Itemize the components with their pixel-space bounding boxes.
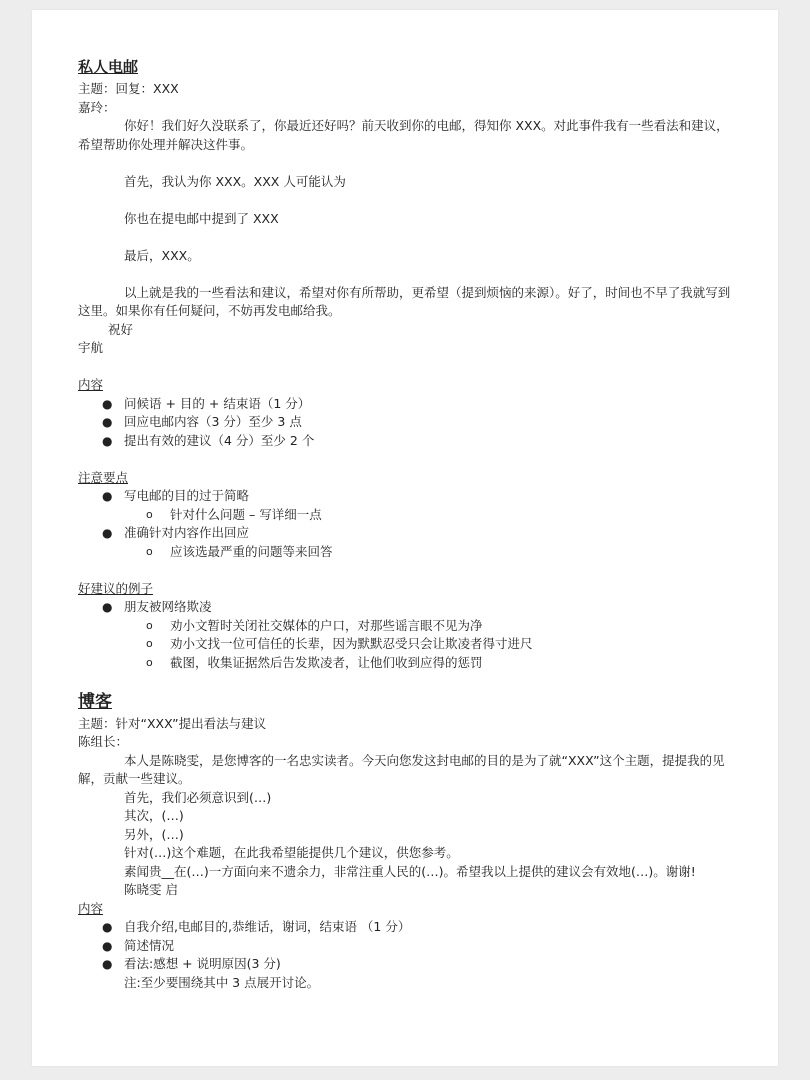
sub-list-item: o 针对什么问题 – 写详细一点	[78, 506, 738, 525]
notes-sublist	[78, 506, 738, 525]
content-heading: 内容	[78, 377, 104, 392]
blog-line-3: 另外，(…)	[124, 826, 184, 842]
blog-note: 注:至少要围绕其中 3 点展开讨论。	[124, 974, 320, 990]
notes-list	[78, 524, 738, 543]
blog-line-2: 其次，(…)	[124, 808, 184, 823]
examples-list	[78, 598, 738, 617]
circle-bullet-icon: o	[146, 618, 153, 632]
list-item: ● 朋友被网络欺凌	[78, 598, 738, 617]
list-item: ● 写电邮的目的过于简略	[78, 487, 738, 506]
document-content	[78, 56, 738, 992]
email-signature: 宇航	[78, 340, 104, 355]
blog-title: 博客	[78, 691, 112, 712]
blog-line-4: 针对(…)这个难题，在此我希望能提供几个建议，供您参考。	[124, 845, 459, 860]
email-paragraph-4: 最后，XXX。	[124, 247, 200, 263]
blog-signature: 陈晓雯 启	[124, 882, 178, 897]
document-page	[32, 10, 778, 1066]
email-paragraph-5: 以上就是我的一些看法和建议，希望对你有所帮助，更希望（提到烦恼的来源）。好了，时间也不早了我就写到这里。如果你有任何疑问，不妨再发电邮给我。	[78, 284, 731, 318]
blog-paragraph-2: 素闻贵__在(…)一方面向来不遗余力，非常注重人民的(…)。希望我以上提供的建议会有效地(…)。谢谢!	[124, 863, 696, 879]
circle-bullet-icon: o	[146, 655, 153, 669]
circle-bullet-icon: o	[146, 507, 153, 521]
email-paragraph-3: 你也在提电邮中提到了 XXX	[124, 210, 279, 226]
bullet-icon: ●	[102, 415, 113, 429]
email-paragraph-2: 首先，我认为你 XXX。XXX 人可能认为	[124, 173, 346, 189]
list-item: ● 看法:感想 + 说明原因(3 分)	[78, 955, 738, 974]
sub-list-item: o 劝小文暂时关闭社交媒体的户口，对那些谣言眼不见为净	[78, 617, 738, 636]
list-item: ● 准确针对内容作出回应	[78, 524, 738, 543]
email-subject: 主题：回复：XXX	[78, 81, 179, 96]
bullet-icon: ●	[102, 938, 113, 953]
blog-content-list	[78, 918, 738, 974]
bullet-icon: ●	[102, 957, 113, 971]
notes-heading: 注意要点	[78, 469, 129, 485]
bullet-icon: ●	[102, 489, 113, 503]
list-item: ● 简述情况	[78, 937, 738, 956]
bullet-icon: ●	[102, 920, 113, 934]
notes-sublist	[78, 543, 738, 562]
bullet-icon: ●	[102, 396, 113, 411]
list-item: ● 自我介绍,电邮目的,恭维话，谢词，结束语 （1 分）	[78, 918, 738, 937]
blog-line-1: 首先，我们必须意识到(…)	[124, 789, 272, 805]
email-title: 私人电邮	[78, 58, 139, 76]
notes-list	[78, 487, 738, 506]
examples-sublist	[78, 617, 738, 673]
blog-content-heading: 内容	[78, 900, 104, 916]
list-item: ● 问候语 + 目的 + 结束语（1 分）	[78, 395, 738, 414]
bullet-icon: ●	[102, 526, 113, 540]
email-salutation: 嘉玲：	[78, 99, 116, 115]
sub-list-item: o 截图，收集证据然后告发欺凌者，让他们收到应得的惩罚	[78, 654, 738, 673]
circle-bullet-icon: o	[146, 637, 153, 650]
examples-heading: 好建议的例子	[78, 580, 154, 596]
blog-subject: 主题：针对“XXX”提出看法与建议	[78, 715, 267, 731]
sub-list-item: o 劝小文找一位可信任的长辈，因为默默忍受只会让欺凌者得寸进尺	[78, 635, 738, 654]
list-item: ● 提出有效的建议（4 分）至少 2 个	[78, 432, 738, 451]
blog-salutation: 陈组长：	[78, 734, 129, 749]
content-list	[78, 395, 738, 451]
bullet-icon: ●	[102, 433, 113, 448]
circle-bullet-icon: o	[146, 544, 153, 558]
bullet-icon: ●	[102, 600, 113, 614]
blog-paragraph-1: 本人是陈晓雯，是您博客的一名忠实读者。今天向您发这封电邮的目的是为了就“XXX”这个主题，提提我的见解，贡献一些建议。	[78, 752, 725, 786]
sub-list-item: o 应该选最严重的问题等来回答	[78, 543, 738, 562]
list-item: ● 回应电邮内容（3 分）至少 3 点	[78, 413, 738, 432]
email-closing: 祝好	[108, 321, 134, 337]
email-paragraph-1: 你好！我们好久没联系了，你最近还好吗？前天收到你的电邮，得知你 XXX。对此事件我有一些看法和建议，希望帮助你处理并解决这件事。	[78, 118, 729, 152]
